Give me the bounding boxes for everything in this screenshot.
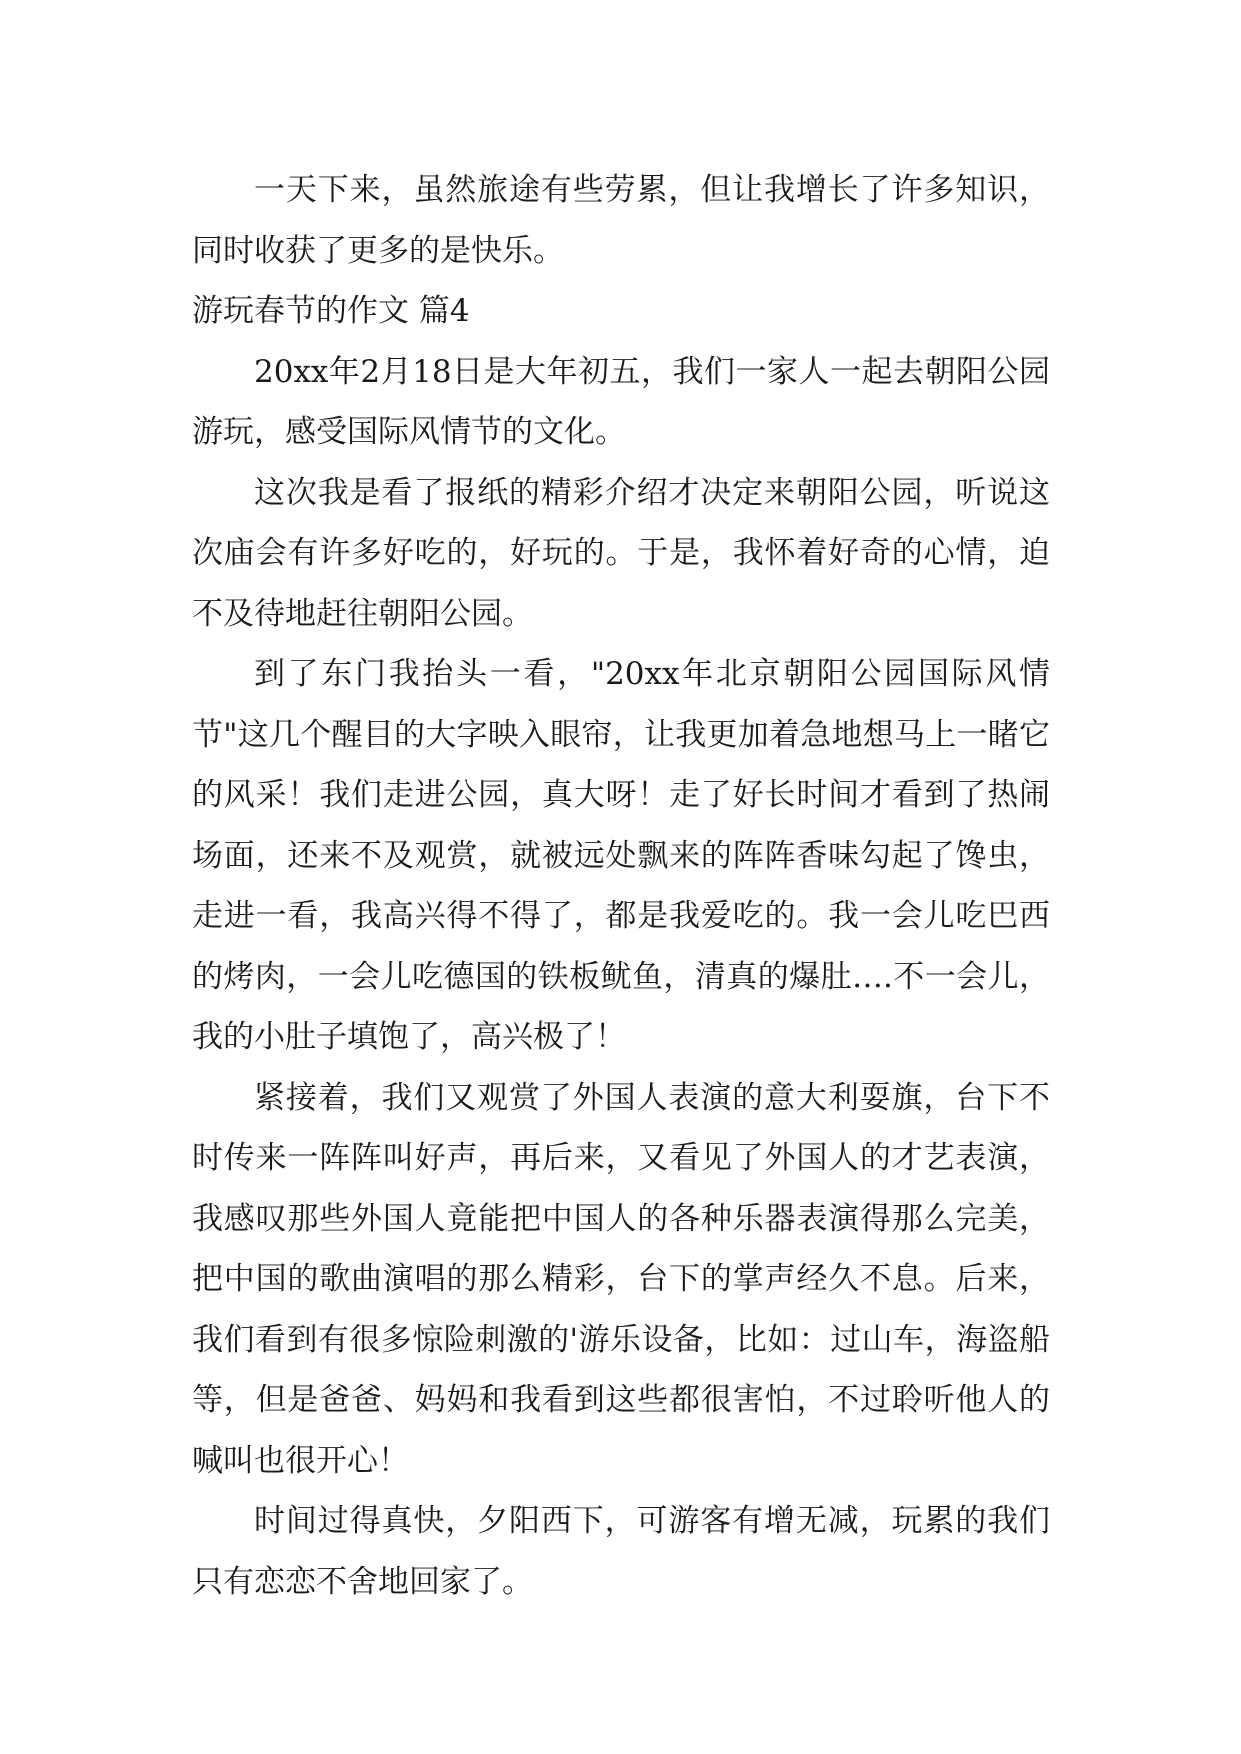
paragraph-performances: 紧接着，我们又观赏了外国人表演的意大利耍旗，台下不时传来一阵阵叫好声，再后来，又看见了外国人的才艺表演，我感叹那些外国人竟能把中国人的各种乐器表演得那么完美，把中国的歌曲演唱的那么精彩，台下的掌声经久不息。后来，我们看到有很多惊险刺激的'游乐设备，比如：过山车，海盗船等，但是爸爸、妈妈和我看到这些都很害怕，不过聆听他人的喊叫也很开心！ — [192, 1079, 1050, 1479]
document-body — [192, 160, 1050, 1612]
paragraph-east-gate: 到了东门我抬头一看，"20xx年北京朝阳公园国际风情节"这几个醒目的大字映入眼帘，让我更加着急地想马上一睹它的风采！我们走进公园，真大呀！走了好长时间才看到了热闹场面，还来不及观赏，就被远处飘来的阵阵香味勾起了馋虫，走进一看，我高兴得不得了，都是我爱吃的。我一会儿吃巴西的烤肉，一会儿吃德国的铁板鱿鱼，清真的爆肚….不一会儿，我的小肚子填饱了，高兴极了！ — [192, 656, 1050, 1055]
paragraph-closing-previous: 一天下来，虽然旅途有些劳累，但让我增长了许多知识，同时收获了更多的是快乐。 — [192, 172, 1050, 269]
paragraph-reason: 这次我是看了报纸的精彩介绍才决定来朝阳公园，听说这次庙会有许多好吃的，好玩的。于是，我怀着好奇的心情，迫不及待地赶往朝阳公园。 — [192, 474, 1050, 632]
paragraph-intro: 20xx年2月18日是大年初五，我们一家人一起去朝阳公园游玩，感受国际风情节的文化。 — [192, 353, 1050, 450]
essay-heading: 游玩春节的作文 篇4 — [192, 293, 470, 329]
paragraph-ending: 时间过得真快，夕阳西下，可游客有增无减，玩累的我们只有恋恋不舍地回家了。 — [192, 1503, 1050, 1600]
